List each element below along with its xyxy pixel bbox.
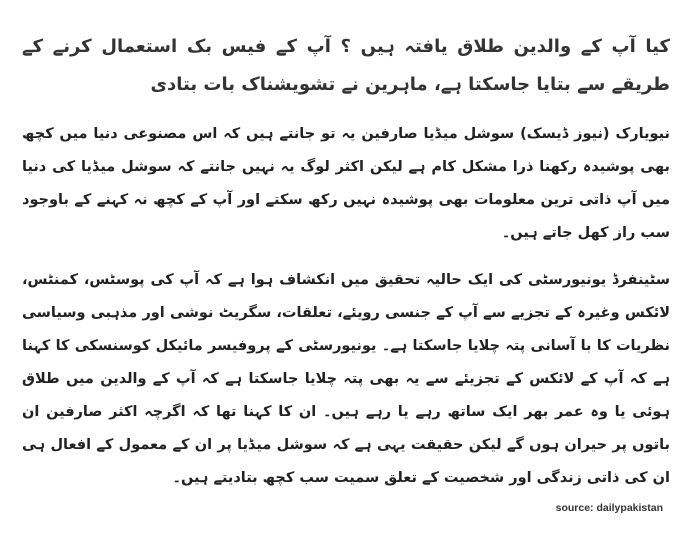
source-credit: source: dailypakistan xyxy=(555,502,663,514)
article-body xyxy=(22,28,670,509)
article-paragraph-2: سٹینفرڈ یونیورسٹی کی ایک حالیہ تحقیق میں انکشاف ہوا ہے کہ آپ کی پوسٹس، کمنٹس، لائکس وغیرہ کے تجزیے سے آپ کے جنسی رویئے، تعلقات، سگریٹ نوشی اور مذہبی وسیاسی نظریات کا با آسانی پتہ چلایا جاسکتا ہے۔ یونیورسٹی کے پروفیسر مائیکل کوسنسکی کا کہنا ہے کہ آپ کے لائکس کے تجزیئے سے یہ بھی پتہ چلایا جاسکتا ہے کہ آپ کے والدین میں طلاق ہوئی یا وہ عمر بھر ایک ساتھ رہے یا رہے ہیں۔ ان کا کہنا تھا کہ اگرچہ اکثر صارفین ان باتوں پر حیران ہوں گے لیکن حقیقت یہی ہے کہ سوشل میڈیا پر ان کے معمول کے افعال ہی ان کی ذاتی زندگی اور شخصیت کے تعلق سمیت سب کچھ بتادیتے ہیں۔ xyxy=(22,272,670,486)
article-headline: کیا آپ کے والدین طلاق یافتہ ہیں ؟ آپ کے فیس بک استعمال کرنے کے طریقے سے بتایا جاسکتا ہے، ماہرین نے تشویشناک بات بتادی xyxy=(22,36,670,95)
article-paragraph-1: نیویارک (نیوز ڈیسک) سوشل میڈیا صارفین یہ تو جانتے ہیں کہ اس مصنوعی دنیا میں کچھ بھی پوشیدہ رکھنا ذرا مشکل کام ہے لیکن اکثر لوگ یہ نہیں جانتے کہ سوشل میڈیا کی دنیا میں آپ ذاتی ترین معلومات بھی پوشیدہ نہیں رکھ سکتے اور آپ کے کچھ نہ کہنے کے باوجود سب راز کھل جاتے ہیں۔ xyxy=(22,126,670,241)
